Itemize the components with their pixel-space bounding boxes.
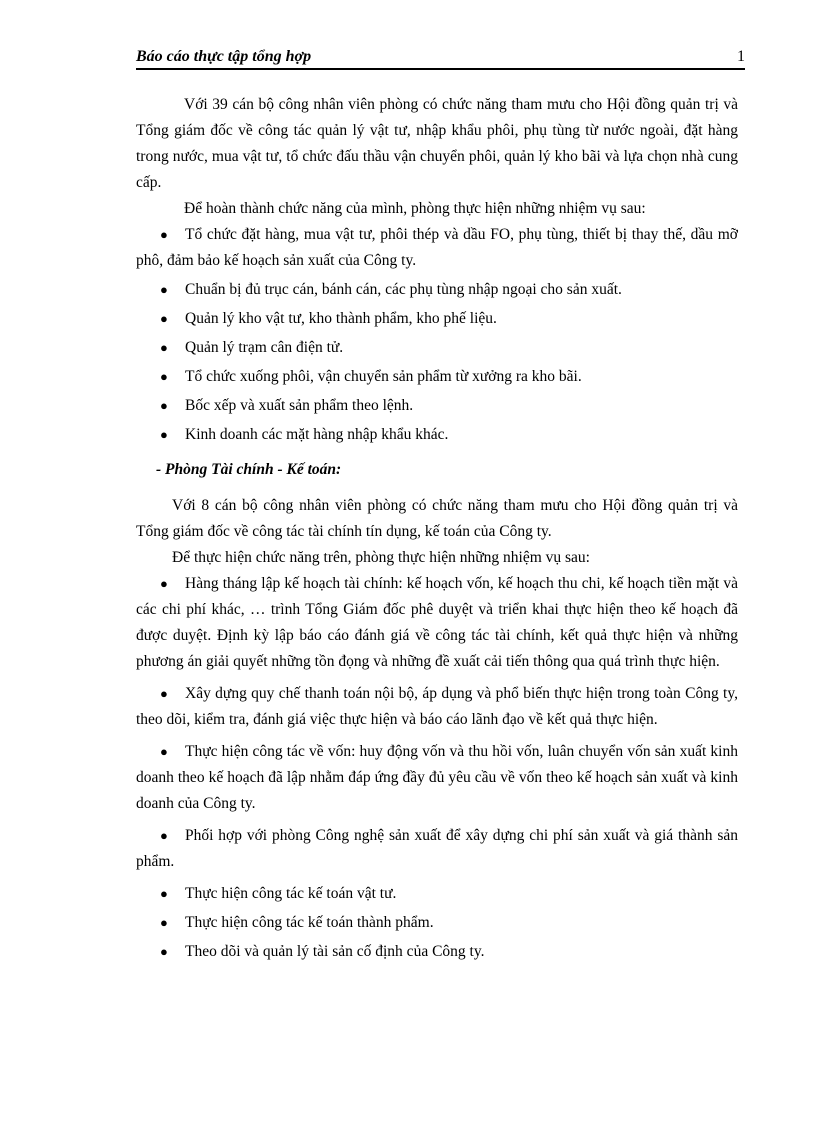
list-item: [136, 393, 738, 419]
list-item-text: Chuẩn bị đủ trục cán, bánh cán, các phụ tùng nhập ngoại cho sản xuất.: [185, 281, 622, 298]
list-item: [136, 277, 738, 303]
list-item-text: Theo dõi và quản lý tài sản cố định của Công ty.: [185, 943, 485, 960]
list-item-text: Tổ chức đặt hàng, mua vật tư, phôi thép và dầu FO, phụ tùng, thiết bị thay thế, dầu mỡ phô, đảm bảo kế hoạch sản xuất của Công ty.: [136, 226, 738, 269]
bullet-icon: ●: [160, 311, 168, 326]
bullet-icon: ●: [160, 828, 168, 843]
list-item: [136, 335, 738, 361]
duty-list-2: [136, 571, 738, 965]
duty-list-1: [136, 222, 738, 448]
bullet-icon: ●: [160, 369, 168, 384]
section-heading-finance: - Phòng Tài chính - Kế toán:: [156, 461, 342, 478]
bullet-icon: ●: [160, 686, 168, 701]
list-item: [136, 422, 738, 448]
list-item-text: Xây dựng quy chế thanh toán nội bộ, áp dụng và phổ biến thực hiện trong toàn Công ty, theo dõi, kiểm tra, đánh giá việc thực hiện và báo cáo lãnh đạo về kết quả thực hiện.: [136, 685, 738, 728]
list-item: [136, 306, 738, 332]
paragraph-intro-4: Để thực hiện chức năng trên, phòng thực hiện những nhiệm vụ sau:: [172, 549, 590, 566]
list-item: [136, 222, 738, 274]
page-header: [136, 46, 745, 70]
header-title: Báo cáo thực tập tổng hợp: [136, 48, 312, 65]
list-item: [136, 739, 738, 817]
page-number: 1: [737, 48, 745, 65]
list-item-text: Thực hiện công tác kế toán vật tư.: [185, 885, 397, 902]
list-item: [136, 571, 738, 675]
paragraph-intro-2: Để hoàn thành chức năng của mình, phòng thực hiện những nhiệm vụ sau:: [184, 200, 646, 217]
bullet-icon: ●: [160, 944, 168, 959]
list-item-text: Kinh doanh các mặt hàng nhập khẩu khác.: [185, 426, 449, 443]
list-item: [136, 364, 738, 390]
list-item-text: Bốc xếp và xuất sản phẩm theo lệnh.: [185, 397, 414, 414]
bullet-icon: ●: [160, 915, 168, 930]
list-item: [136, 823, 738, 875]
list-item-text: Tổ chức xuống phôi, vận chuyển sản phẩm từ xưởng ra kho bãi.: [185, 368, 582, 385]
bullet-icon: ●: [160, 340, 168, 355]
list-item: [136, 681, 738, 733]
bullet-icon: ●: [160, 744, 168, 759]
list-item: [136, 881, 738, 907]
document-body: [136, 92, 738, 968]
list-item-text: Phối hợp với phòng Công nghệ sản xuất để xây dựng chi phí sản xuất và giá thành sản phẩm.: [136, 827, 738, 870]
bullet-icon: ●: [160, 427, 168, 442]
list-item: [136, 939, 738, 965]
bullet-icon: ●: [160, 227, 168, 242]
bullet-icon: ●: [160, 886, 168, 901]
list-item-text: Thực hiện công tác kế toán thành phẩm.: [185, 914, 434, 931]
list-item-text: Quản lý kho vật tư, kho thành phẩm, kho phế liệu.: [185, 310, 497, 327]
bullet-icon: ●: [160, 398, 168, 413]
paragraph-intro-1: Với 39 cán bộ công nhân viên phòng có chức năng tham mưu cho Hội đồng quản trị và Tổng giám đốc về công tác quản lý vật tư, nhập khẩu phôi, phụ tùng từ nước ngoài, đặt hàng trong nước, mua vật tư, tổ chức đấu thầu vận chuyển phôi, quản lý kho bãi và lựa chọn nhà cung cấp.: [136, 96, 738, 191]
bullet-icon: ●: [160, 576, 168, 591]
list-item-text: Quản lý trạm cân điện tử.: [185, 339, 344, 356]
list-item-text: Hàng tháng lập kế hoạch tài chính: kế hoạch vốn, kế hoạch thu chi, kế hoạch tiền mặt và các chi phí khác, … trình Tổng Giám đốc phê duyệt và triển khai thực hiện theo kế hoạch đã được duyệt. Định kỳ lập báo cáo đánh giá về công tác tài chính, kết quả thực hiện và những phương án giải quyết những tồn đọng và những đề xuất cải tiến thông qua quá trình thực hiện.: [136, 575, 738, 670]
bullet-icon: ●: [160, 282, 168, 297]
paragraph-intro-3: Với 8 cán bộ công nhân viên phòng có chức năng tham mưu cho Hội đồng quản trị và Tổng giám đốc về công tác tài chính tín dụng, kế toán của Công ty.: [136, 497, 738, 540]
list-item-text: Thực hiện công tác về vốn: huy động vốn và thu hồi vốn, luân chuyển vốn sản xuất kinh doanh theo kế hoạch đã lập nhằm đáp ứng đầy đủ yêu cầu về vốn theo kế hoạch sản xuất và kinh doanh của Công ty.: [136, 743, 738, 812]
list-item: [136, 910, 738, 936]
